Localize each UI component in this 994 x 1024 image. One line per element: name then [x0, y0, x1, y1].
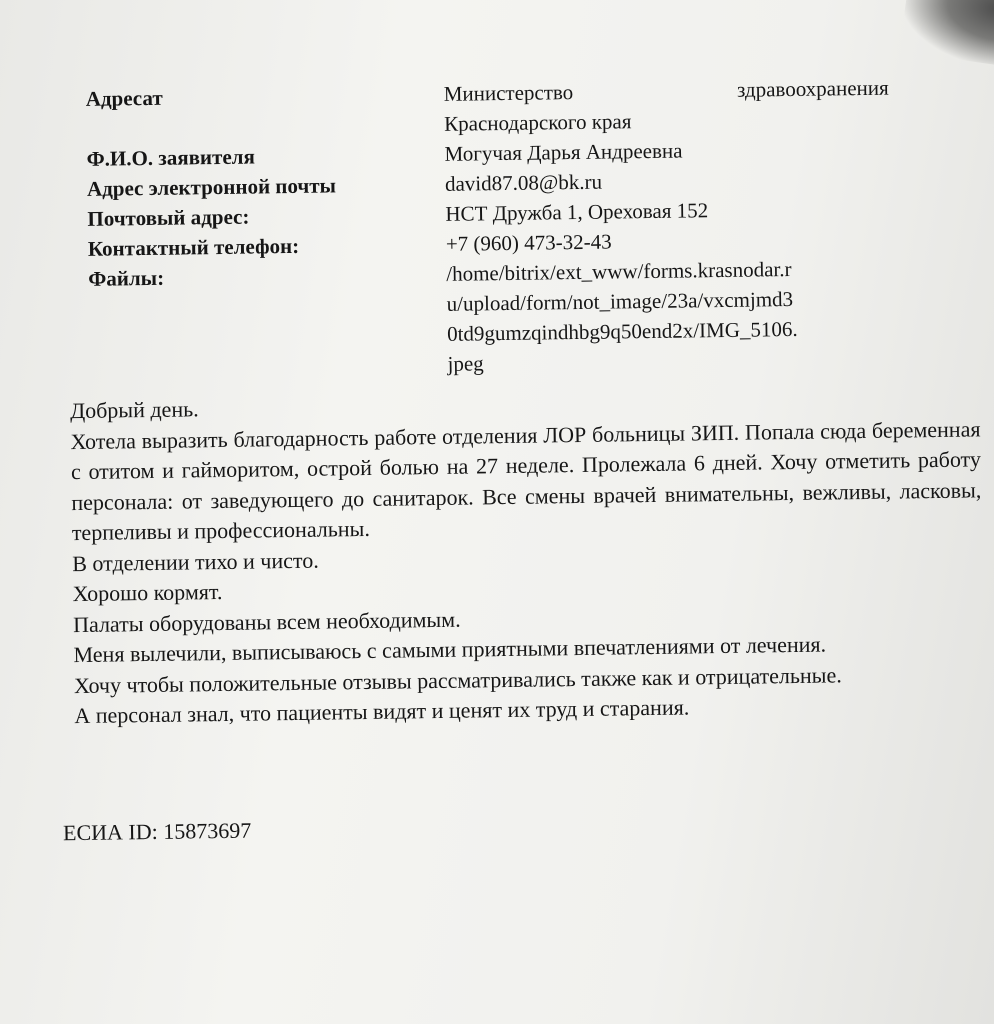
reviews-paragraph: Хочу чтобы положительные отзывы рассматривались также как и отрицательные. [73, 661, 842, 698]
applicant-label: Ф.И.О. заявителя [86, 144, 256, 171]
addressee-region: Краснодарского края [443, 109, 632, 136]
addressee-row [85, 72, 936, 111]
files-value [446, 253, 893, 379]
esia-id: ЕСИА ID: 15873697 [62, 817, 252, 846]
addressee-word-health: здравоохранения [736, 75, 889, 102]
cured-line: Меня вылечили, выписываюсь с самыми приятными впечатлениями от лечения. [73, 631, 827, 668]
files-path-line-4: jpeg [447, 351, 484, 376]
addressee-label: Адресат [85, 85, 163, 111]
quiet-line: В отделении тихо и чисто. [72, 547, 319, 576]
letter-body [70, 383, 985, 731]
wards-line: Палаты оборудованы всем необходимым. [72, 606, 461, 637]
phone-label: Контактный телефон: [87, 233, 300, 261]
phone-value: +7 (960) 473-32-43 [445, 229, 612, 256]
files-label: Файлы: [88, 265, 165, 291]
email-label: Адрес электронной почты [86, 173, 337, 201]
files-path-line-1: /home/bitrix/ext_www/forms.krasnodar.r [446, 257, 792, 286]
food-line: Хорошо кормят. [72, 579, 223, 607]
gratitude-paragraph: Хотела выразить благодарность работе отделения ЛОР больницы ЗИП. Попала сюда беременная с отитом и гайморитом, острой болью на 27 неделе. Пролежала 6 дней. Хочу отметить работу персонала: от заведующего до санитарок. Все смены врачей внимательны, вежливы, ласковы, терпеливы и профессиональны. [70, 415, 982, 546]
postal-value: НСТ Дружба 1, Ореховая 152 [445, 198, 709, 226]
email-value: david87.08@bk.ru [444, 169, 603, 196]
addressee-word-ministry: Министерство [443, 80, 574, 106]
staff-line: А персонал знал, что пациенты видят и ценят их труд и старания. [74, 694, 690, 729]
files-path-line-2: u/upload/form/not_image/23a/vxcmjmd3 [446, 287, 794, 316]
files-row [88, 252, 940, 389]
applicant-value: Могучая Дарья Андреевна [444, 138, 683, 166]
postal-label: Почтовый адрес: [87, 204, 250, 231]
files-path-line-3: 0td9gumzqindhbg9q50end2x/IMG_5106. [446, 316, 798, 346]
greeting: Добрый день. [69, 396, 199, 424]
letter-sheet [40, 34, 984, 1024]
